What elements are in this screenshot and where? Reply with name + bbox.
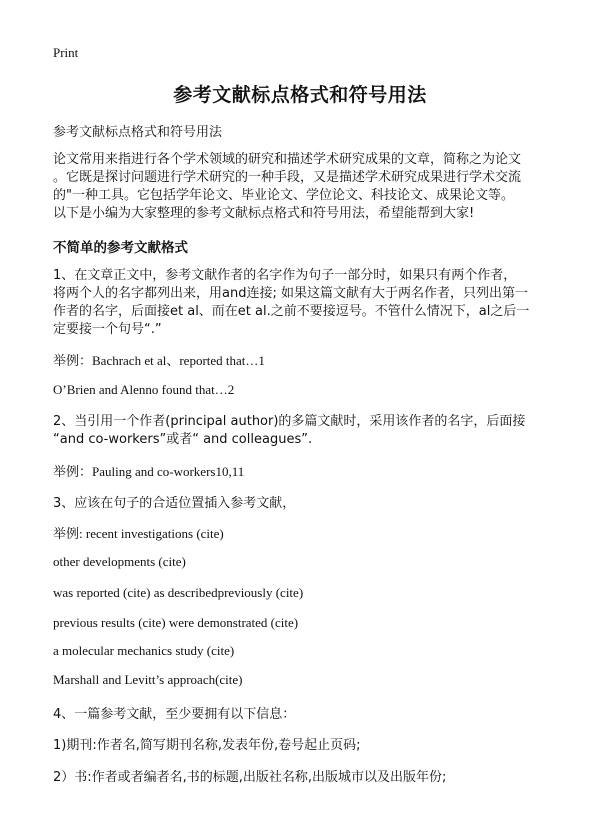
- print-label[interactable]: Print: [53, 45, 79, 60]
- rule-paragraph-3: 3、应该在句子的合适位置插入参考文献，: [53, 496, 296, 511]
- paragraph-line: 2、当引用一个作者(principal author)的多篇文献时，采用该作者的名字，后面接: [53, 414, 526, 429]
- intro-line: 的"一种工具。它包括学年论文、毕业论文、学位论文、科技论文、成果论文等。: [53, 188, 514, 203]
- example-line: Marshall and Levitt’s approach(cite): [53, 672, 243, 687]
- paragraph-line: 将两个人的名字都列出来，用and连接; 如果这篇文献有大于两名作者，只列出第一: [53, 286, 528, 301]
- list-item-book: 2）书:作者或者编者名,书的标题,出版社名称,出版城市以及出版年份;: [53, 770, 447, 785]
- example-line: other developments (cite): [53, 554, 186, 569]
- example-line: was reported (cite) as describedpreviously (cite): [53, 585, 304, 600]
- intro-line: 论文常用来指进行各个学术领域的研究和描述学术研究成果的文章，简称之为论文: [53, 152, 522, 167]
- intro-paragraph: [53, 151, 553, 223]
- paragraph-line: 定要接一个句号“.”: [53, 322, 162, 337]
- section-heading: 不简单的参考文献格式: [53, 240, 188, 256]
- example-line: O’Brien and Alenno found that…2: [53, 382, 235, 397]
- rule-paragraph-4: 4、一篇参考文献，至少要拥有以下信息：: [53, 707, 296, 722]
- page-title: 参考文献标点格式和符号用法: [173, 84, 427, 106]
- paragraph-line: “and co-workers”或者“ and colleagues”.: [53, 432, 313, 447]
- example-line: 举例：Bachrach et al、reported that…1: [53, 353, 265, 368]
- example-line: a molecular mechanics study (cite): [53, 643, 235, 658]
- subtitle: 参考文献标点格式和符号用法: [53, 125, 223, 140]
- example-line: 举例: recent investigations (cite): [53, 526, 224, 541]
- example-line: previous results (cite) were demonstrated (cite): [53, 615, 299, 630]
- intro-line: 以下是小编为大家整理的参考文献标点格式和符号用法，希望能帮到大家!: [53, 206, 475, 221]
- paragraph-line: 作者的名字，后面接et al、而在et al.之前不要接逗号。不管什么情况下，al之后一: [53, 304, 530, 319]
- rule-paragraph-1: [53, 267, 553, 339]
- rule-paragraph-2: [53, 413, 553, 449]
- list-item-journal: 1)期刊:作者名,简写期刊名称,发表年份,卷号起止页码;: [53, 738, 361, 753]
- paragraph-line: 1、在文章正文中，参考文献作者的名字作为句子一部分时，如果只有两个作者，: [53, 268, 517, 283]
- example-line: 举例：Pauling and co-workers10,11: [53, 464, 245, 479]
- intro-line: 。它既是探讨问题进行学术研究的一种手段，又是描述学术研究成果进行学术交流: [53, 170, 522, 185]
